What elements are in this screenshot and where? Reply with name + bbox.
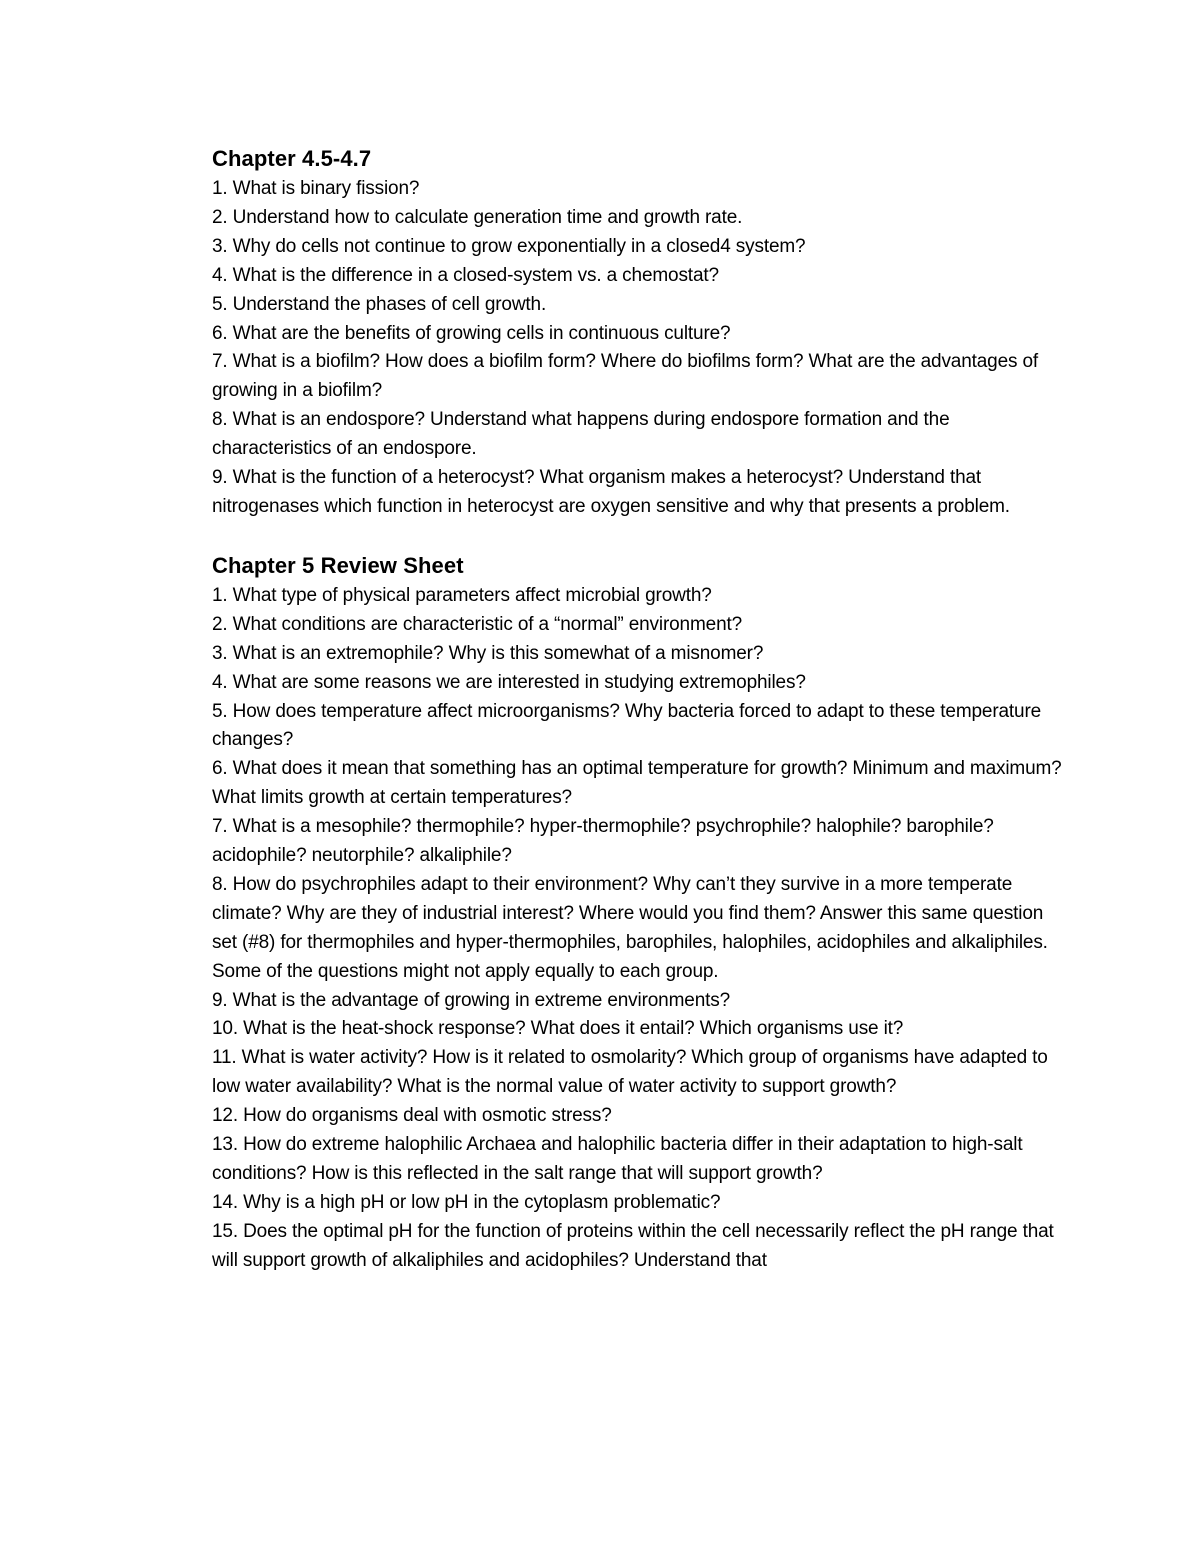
question-item: 12. How do organisms deal with osmotic stress? bbox=[212, 1105, 612, 1127]
question-item: 10. What is the heat-shock response? What does it entail? Which organisms use it? bbox=[212, 1018, 904, 1040]
question-item: 7. What is a biofilm? How does a biofilm form? Where do biofilms form? What are the advantages of growing in a biofilm? bbox=[212, 351, 1039, 402]
question-item: 8. How do psychrophiles adapt to their environment? Why can’t they survive in a more temperate climate? Why are they of industrial interest? Where would you find them? Answer this same question set (#8) for thermophiles and hyper-thermophiles, barophiles, halophiles, acidophiles and alkaliphiles. Some of the questions might not apply equally to each group. bbox=[212, 873, 1048, 982]
question-item: 5. Understand the phases of cell growth. bbox=[212, 293, 547, 315]
question-item: 4. What are some reasons we are interested in studying extremophiles? bbox=[212, 671, 806, 693]
question-item: 1. What is binary fission? bbox=[212, 178, 420, 199]
question-item: 9. What is the advantage of growing in extreme environments? bbox=[212, 989, 731, 1011]
question-item: 6. What does it mean that something has an optimal temperature for growth? Minimum and maximum? What limits growth at certain temperatures? bbox=[212, 758, 1062, 809]
question-item: 9. What is the function of a heterocyst? What organism makes a heterocyst? Understand that nitrogenases which function in heterocyst are oxygen sensitive and why that presents a problem. bbox=[212, 467, 1010, 517]
section-title: Chapter 4.5-4.7 bbox=[212, 146, 372, 171]
question-list bbox=[212, 582, 1072, 1276]
question-item: 6. What are the benefits of growing cells in continuous culture? bbox=[212, 322, 731, 344]
document-page bbox=[212, 143, 1072, 1276]
section-chapter-4 bbox=[212, 143, 1072, 522]
question-item: 2. What conditions are characteristic of a “normal” environment? bbox=[212, 613, 743, 635]
question-item: 5. How does temperature affect microorganisms? Why bacteria forced to adapt to these temperature changes? bbox=[212, 700, 1042, 751]
question-item: 4. What is the difference in a closed-system vs. a chemostat? bbox=[212, 264, 719, 286]
question-list bbox=[212, 175, 1072, 522]
question-item: 3. What is an extremophile? Why is this somewhat of a misnomer? bbox=[212, 642, 764, 664]
question-item: 3. Why do cells not continue to grow exponentially in a closed4 system? bbox=[212, 235, 806, 257]
question-item: 2. Understand how to calculate generation time and growth rate. bbox=[212, 206, 743, 228]
question-item: 7. What is a mesophile? thermophile? hyper-thermophile? psychrophile? halophile? barophile? acidophile? neutorphile? alkaliphile? bbox=[212, 816, 994, 867]
question-item: 1. What type of physical parameters affect microbial growth? bbox=[212, 584, 712, 606]
question-item: 13. How do extreme halophilic Archaea and halophilic bacteria differ in their adaptation to high-salt conditions? How is this reflected in the salt range that will support growth? bbox=[212, 1134, 1023, 1184]
question-item: 14. Why is a high pH or low pH in the cytoplasm problematic? bbox=[212, 1191, 721, 1213]
question-item: 8. What is an endospore? Understand what happens during endospore formation and the characteristics of an endospore. bbox=[212, 409, 950, 460]
section-chapter-5 bbox=[212, 550, 1072, 1276]
question-item: 11. What is water activity? How is it related to osmolarity? Which group of organisms have adapted to low water availability? What is the normal value of water activity to support growth? bbox=[212, 1047, 1048, 1098]
question-item: 15. Does the optimal pH for the function of proteins within the cell necessarily reflect the pH range that will support growth of alkaliphiles and acidophiles? Understand that bbox=[212, 1220, 1054, 1271]
section-title: Chapter 5 Review Sheet bbox=[212, 552, 464, 578]
